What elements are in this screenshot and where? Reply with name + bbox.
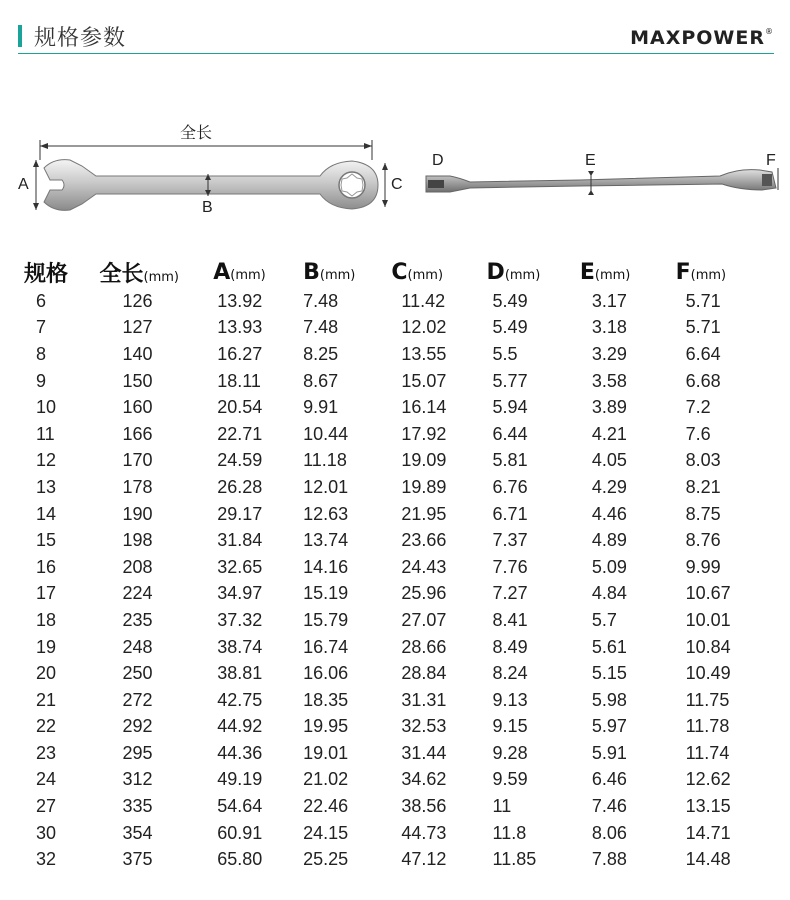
dimension-c-label: C (391, 176, 403, 193)
table-cell: 5.97 (591, 716, 627, 737)
table-cell: 6.64 (685, 343, 721, 364)
brand-name: MAXPOWER (630, 27, 765, 49)
table-cell: 54.64 (217, 796, 263, 817)
table-cell: 44.36 (217, 742, 263, 763)
table-cell: 126 (122, 290, 153, 311)
registered-mark: ® (765, 27, 774, 36)
table-cell: 10.49 (685, 663, 731, 684)
table-cell: 7.48 (303, 317, 339, 338)
dimension-b-label: B (202, 199, 213, 216)
table-cell: 22 (36, 716, 57, 737)
table-cell: 18.35 (303, 689, 349, 710)
spec-table-body (18, 288, 774, 873)
table-cell: 166 (122, 423, 153, 444)
table-cell: 248 (122, 636, 153, 657)
table-cell: 32.65 (217, 556, 263, 577)
table-cell: 49.19 (217, 769, 263, 790)
table-cell: 12.02 (401, 317, 447, 338)
table-row (18, 660, 774, 687)
table-row (18, 341, 774, 368)
table-row (18, 740, 774, 767)
table-cell: 17 (36, 583, 57, 604)
table-cell: 26.28 (217, 476, 263, 497)
table-cell: 19.09 (401, 450, 447, 471)
table-cell: 10 (36, 397, 57, 418)
table-cell: 9 (36, 370, 47, 391)
table-cell: 6.71 (492, 503, 528, 524)
table-row (18, 368, 774, 395)
spec-table-header-row (18, 256, 774, 288)
table-row (18, 687, 774, 714)
table-cell: 127 (122, 317, 153, 338)
table-row (18, 501, 774, 528)
table-cell: 4.21 (591, 423, 627, 444)
table-cell: 19.89 (401, 476, 447, 497)
table-cell: 38.56 (401, 796, 447, 817)
table-cell: 38.81 (217, 663, 263, 684)
table-cell: 8.41 (492, 609, 528, 630)
table-cell: 16.27 (217, 343, 263, 364)
table-row (18, 581, 774, 608)
table-cell: 7.27 (492, 583, 528, 604)
table-cell: 5.94 (492, 397, 528, 418)
dimension-f-label: F (766, 152, 776, 169)
table-cell: 19.95 (303, 716, 349, 737)
table-cell: 19.01 (303, 742, 349, 763)
table-cell: 8.24 (492, 663, 528, 684)
page-header (0, 0, 790, 54)
table-row (18, 288, 774, 315)
column-header-label: B (303, 259, 320, 285)
table-cell: 9.99 (685, 556, 721, 577)
header-divider (18, 53, 774, 54)
table-cell: 13.15 (685, 796, 731, 817)
table-cell: 27.07 (401, 609, 447, 630)
column-header-unit: (mm) (690, 267, 727, 283)
table-cell: 24.15 (303, 822, 349, 843)
table-cell: 32 (36, 849, 57, 870)
spec-table (18, 256, 774, 873)
table-cell: 4.84 (591, 583, 627, 604)
wrench-drawing (0, 110, 790, 230)
table-cell: 3.29 (591, 343, 627, 364)
table-cell: 10.01 (685, 609, 731, 630)
table-cell: 11.8 (492, 822, 527, 843)
table-cell: 42.75 (217, 689, 263, 710)
table-cell: 198 (122, 530, 153, 551)
table-cell: 15.79 (303, 609, 349, 630)
table-cell: 16.74 (303, 636, 349, 657)
table-cell: 12.62 (685, 769, 731, 790)
dimension-a-label: A (18, 176, 29, 193)
table-cell: 5.7 (591, 609, 617, 630)
table-cell: 13 (36, 476, 57, 497)
table-cell: 8.75 (685, 503, 721, 524)
table-cell: 22.71 (217, 423, 263, 444)
table-cell: 3.58 (591, 370, 627, 391)
table-cell: 5.91 (591, 742, 627, 763)
table-cell: 3.89 (591, 397, 627, 418)
column-header-label: D (486, 259, 505, 285)
table-cell: 15.07 (401, 370, 447, 391)
table-cell: 31.84 (217, 530, 263, 551)
table-cell: 28.84 (401, 663, 447, 684)
table-cell: 8.25 (303, 343, 339, 364)
table-row (18, 767, 774, 794)
column-header-unit: (mm) (504, 267, 541, 283)
table-cell: 272 (122, 689, 153, 710)
table-cell: 34.97 (217, 583, 263, 604)
table-cell: 20 (36, 663, 57, 684)
table-cell: 10.67 (685, 583, 731, 604)
column-header-label: C (391, 259, 408, 285)
table-cell: 8.06 (591, 822, 627, 843)
table-cell: 8.03 (685, 450, 721, 471)
overall-length-label: 全长 (180, 123, 213, 142)
table-cell: 295 (122, 742, 153, 763)
table-cell: 60.91 (217, 822, 263, 843)
table-cell: 24 (36, 769, 57, 790)
table-cell: 24.59 (217, 450, 263, 471)
table-row (18, 448, 774, 475)
column-header-unit: (mm) (143, 269, 179, 285)
column-header (99, 256, 213, 288)
table-cell: 292 (122, 716, 153, 737)
table-cell: 3.18 (591, 317, 627, 338)
title-accent-bar (18, 25, 22, 47)
table-cell: 25.25 (303, 849, 349, 870)
table-cell: 28.66 (401, 636, 447, 657)
table-cell: 21 (36, 689, 57, 710)
table-cell: 17.92 (401, 423, 447, 444)
table-cell: 47.12 (401, 849, 447, 870)
table-cell: 11 (492, 796, 512, 817)
table-cell: 23.66 (401, 530, 447, 551)
table-cell: 9.91 (303, 397, 339, 418)
table-cell: 5.49 (492, 317, 528, 338)
wrench-diagram (0, 110, 790, 230)
table-cell: 65.80 (217, 849, 263, 870)
table-cell: 6.46 (591, 769, 627, 790)
table-cell: 12.63 (303, 503, 349, 524)
section-title: 规格参数 (34, 26, 127, 51)
table-cell: 9.15 (492, 716, 528, 737)
table-cell: 9.13 (492, 689, 528, 710)
table-cell: 7.2 (685, 397, 711, 418)
column-header (676, 256, 774, 288)
table-cell: 190 (122, 503, 153, 524)
table-cell: 5.5 (492, 343, 518, 364)
table-cell: 27 (36, 796, 57, 817)
table-cell: 5.61 (591, 636, 627, 657)
table-cell: 335 (122, 796, 153, 817)
table-cell: 13.93 (217, 317, 263, 338)
table-cell: 11.42 (401, 290, 446, 311)
table-cell: 13.92 (217, 290, 263, 311)
table-cell: 8.49 (492, 636, 528, 657)
table-cell: 15.19 (303, 583, 349, 604)
table-cell: 12.01 (303, 476, 349, 497)
column-header (487, 256, 580, 288)
table-cell: 5.71 (685, 317, 721, 338)
table-cell: 30 (36, 822, 57, 843)
column-header-label: 全长 (99, 261, 144, 287)
table-cell: 178 (122, 476, 153, 497)
table-cell: 235 (122, 609, 153, 630)
table-cell: 10.84 (685, 636, 731, 657)
table-cell: 38.74 (217, 636, 263, 657)
table-cell: 5.77 (492, 370, 528, 391)
table-cell: 5.71 (685, 290, 721, 311)
table-row (18, 607, 774, 634)
table-cell: 6 (36, 290, 47, 311)
table-row (18, 554, 774, 581)
table-cell: 8 (36, 343, 47, 364)
table-cell: 8.21 (685, 476, 721, 497)
table-cell: 6.68 (685, 370, 721, 391)
table-cell: 5.98 (591, 689, 627, 710)
table-cell: 7.76 (492, 556, 528, 577)
table-cell: 37.32 (217, 609, 263, 630)
table-cell: 29.17 (217, 503, 263, 524)
table-cell: 16.14 (401, 397, 447, 418)
table-row (18, 846, 774, 873)
table-cell: 5.49 (492, 290, 528, 311)
table-cell: 160 (122, 397, 153, 418)
table-row (18, 820, 774, 847)
table-cell: 7.6 (685, 423, 711, 444)
table-cell: 14.71 (685, 822, 731, 843)
table-row (18, 474, 774, 501)
table-cell: 20.54 (217, 397, 263, 418)
column-header-unit: (mm) (230, 267, 266, 283)
table-cell: 24.43 (401, 556, 447, 577)
column-header (213, 256, 303, 288)
column-header-label: F (675, 259, 691, 285)
table-cell: 21.02 (303, 769, 349, 790)
table-row (18, 421, 774, 448)
table-cell: 15 (36, 530, 57, 551)
table-cell: 10.44 (303, 423, 349, 444)
table-cell: 11 (36, 423, 55, 444)
table-cell: 5.81 (492, 450, 528, 471)
table-cell: 14.48 (685, 849, 731, 870)
table-cell: 19 (36, 636, 57, 657)
table-cell: 16.06 (303, 663, 349, 684)
table-row (18, 634, 774, 661)
table-cell: 13.74 (303, 530, 349, 551)
column-header-unit: (mm) (319, 267, 356, 283)
table-cell: 140 (122, 343, 153, 364)
column-header-label: 规格 (24, 261, 69, 287)
table-cell: 5.09 (591, 556, 627, 577)
table-row (18, 315, 774, 342)
column-header-unit: (mm) (594, 267, 631, 283)
table-cell: 3.17 (591, 290, 627, 311)
table-cell: 31.44 (401, 742, 447, 763)
table-cell: 8.76 (685, 530, 721, 551)
table-cell: 7.46 (591, 796, 627, 817)
dimension-d-label: D (432, 152, 444, 169)
table-cell: 224 (122, 583, 153, 604)
table-cell: 4.46 (591, 503, 627, 524)
table-cell: 12 (36, 450, 57, 471)
table-cell: 6.44 (492, 423, 528, 444)
table-cell: 11.74 (685, 742, 730, 763)
table-cell: 8.67 (303, 370, 339, 391)
table-cell: 18.11 (217, 370, 261, 391)
table-cell: 11.75 (685, 689, 730, 710)
table-cell: 34.62 (401, 769, 447, 790)
table-cell: 6.76 (492, 476, 528, 497)
table-cell: 22.46 (303, 796, 349, 817)
column-header-unit: (mm) (407, 267, 444, 283)
table-cell: 7.88 (591, 849, 627, 870)
table-cell: 7 (36, 317, 47, 338)
table-row (18, 527, 774, 554)
column-header (580, 256, 676, 288)
table-cell: 11.78 (685, 716, 730, 737)
dimension-e-label: E (585, 152, 596, 169)
table-cell: 25.96 (401, 583, 447, 604)
column-header (18, 256, 99, 288)
table-cell: 375 (122, 849, 153, 870)
column-header-label: E (579, 259, 595, 285)
column-header (303, 256, 391, 288)
table-cell: 21.95 (401, 503, 447, 524)
table-cell: 11.18 (303, 450, 347, 471)
table-row (18, 714, 774, 741)
table-cell: 170 (122, 450, 153, 471)
table-cell: 14.16 (303, 556, 349, 577)
table-cell: 16 (36, 556, 57, 577)
table-cell: 44.73 (401, 822, 447, 843)
table-cell: 7.37 (492, 530, 528, 551)
table-cell: 208 (122, 556, 153, 577)
column-header-label: A (213, 259, 231, 285)
table-cell: 312 (122, 769, 153, 790)
table-row (18, 793, 774, 820)
table-cell: 11.85 (492, 849, 537, 870)
table-cell: 4.05 (591, 450, 627, 471)
table-cell: 354 (122, 822, 153, 843)
column-header (391, 256, 486, 288)
table-cell: 7.48 (303, 290, 339, 311)
table-cell: 150 (122, 370, 153, 391)
table-cell: 44.92 (217, 716, 263, 737)
table-cell: 4.29 (591, 476, 627, 497)
table-row (18, 394, 774, 421)
table-cell: 18 (36, 609, 57, 630)
table-cell: 32.53 (401, 716, 447, 737)
table-cell: 9.28 (492, 742, 528, 763)
table-cell: 13.55 (401, 343, 447, 364)
table-cell: 23 (36, 742, 57, 763)
table-cell: 31.31 (401, 689, 447, 710)
table-cell: 5.15 (591, 663, 627, 684)
brand-logo (630, 27, 774, 49)
table-cell: 14 (36, 503, 57, 524)
table-cell: 9.59 (492, 769, 528, 790)
table-cell: 4.89 (591, 530, 627, 551)
table-cell: 250 (122, 663, 153, 684)
